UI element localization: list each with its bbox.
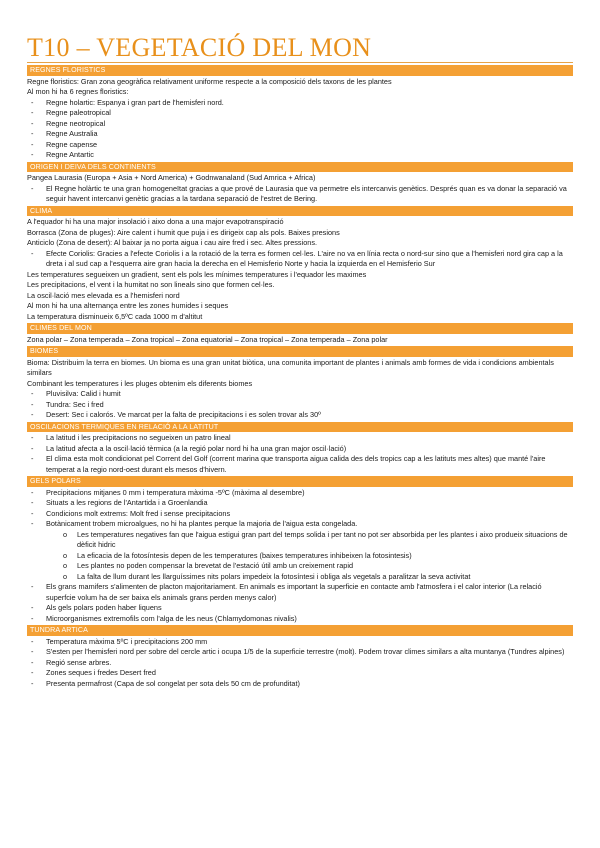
list-item: - Regne paleotropical	[27, 108, 573, 119]
section-heading-tundra: TUNDRA ARTICA	[27, 625, 573, 636]
text-line: Al mon hi ha una alternança entre les zones humides i seques	[27, 301, 229, 310]
title-rule	[27, 62, 573, 63]
list-item: - Els grans mamifers s'alimenten de placton majoritariament. En animals es important la superficie en contacte amb l'atmosfera i el calor interior (La relació superfcie volum ha de ser baixa els animals grans perden menys calor)	[27, 582, 573, 603]
text-line: Anticiclo (Zona de desert): Al baixar ja no porta aigua i cau aire fred i sec. Altes pressions.	[27, 238, 317, 247]
list-item: - Zones seques i fredes Desert fred	[27, 668, 573, 679]
intro-biomes: Combinant les temperatures i les pluges obtenim els diferents biomes	[27, 378, 253, 388]
section-heading-regnes: REGNES FLORISTICS	[27, 65, 573, 76]
list-item: - Regne neotropical	[27, 119, 573, 130]
section-heading-biomes: BIOMES	[27, 346, 573, 357]
definition-biomes: Bioma: Distribuim la terra en biomes. Un bioma es una gran unitat biòtica, una comunita important de plantes i animals amb formes de vida i condicions ambientals similars	[27, 357, 554, 377]
text-line: La oscil·lació mes elevada es a l'hemisferi nord	[27, 290, 180, 300]
list-item: - Desert: Sec i calorós. Ve marcat per la falta de precipitacions i es solen trovar als 30º	[27, 410, 573, 421]
text-line: Borrasca (Zona de pluges): Aire calent i humit que puja i es dirigeix cap als pols. Baixes presions	[27, 227, 340, 237]
page-title: T10 – VEGETACIÓ DEL MON	[27, 33, 372, 62]
list-item: - S'esten per l'hemisferi nord per sobre del cercle artic i ocupa 1/5 de la superficie terrestre (molt). Podem trovar climes similars a alta muntanya (Tundres alpines)	[27, 647, 573, 658]
intro-regnes: Al mon hi ha 6 regnes floristics:	[27, 87, 129, 96]
document-content	[27, 64, 573, 689]
section-heading-gels: GELS POLARS	[27, 476, 573, 487]
list-item: - Botànicament trobem microalgues, no hi ha plantes perque la majoria de l'aigua esta congelada.	[27, 519, 573, 530]
sub-list-item: o La falta de llum durant les llarguíssimes nits polars impedeix la fotosíntesi i obliga als vegetals a paralitzar la seva activitat	[27, 572, 573, 583]
list-item: - La latitud afecta a la oscil·lació tèrmica (a la regió polar nord hi ha una gran major oscil·lació)	[27, 444, 573, 455]
text-line: La temperatura disminueix 6,5ºC cada 1000 m d'altitut	[27, 311, 203, 321]
list-item: - Microorganismes extremofils com l'alga de les neus (Chlamydomonas nivalis)	[27, 614, 573, 625]
list-item: - La latitud i les precipitacions no segueixen un patro lineal	[27, 433, 573, 444]
pangea-line: Pangea Laurasia (Europa + Asia + Nord America) + Godnwanaland (Sud Amrica + Africa)	[27, 173, 316, 182]
section-heading-origen: ORIGEN I DEIVA DELS CONTINENTS	[27, 162, 573, 173]
sub-list-item: o Les plantes no poden compensar la brevetat de l'estació útil amb un creixement rapid	[27, 561, 573, 572]
list-item: - Presenta permafrost (Capa de sol congelat per sota dels 50 cm de profunditat)	[27, 679, 573, 690]
list-item: - El Regne holàrtic te una gran homogeneïtat gracias a que prové de Laurasia que va permetre els intercanvis genètics. Després quan es va donar la separació va seguir havent intercanvi genètic gracias a la tardana separació de l'estret de Bering.	[27, 184, 573, 205]
zones-line: Zona polar – Zona temperada – Zona tropical – Zona equatorial – Zona tropical – Zona temperada – Zona polar	[27, 334, 388, 344]
list-item: - Regne capense	[27, 140, 573, 151]
list-item: - Regió sense arbres.	[27, 658, 573, 669]
list-item: - Regne Australia	[27, 129, 573, 140]
sub-list-item: o La eficacia de la fotosíntesis depen de les temperatures (baixes temperatures inhibeixen la fotosintesis)	[27, 551, 573, 562]
list-item: - Condicions molt extrems: Molt fred i sense precipitacions	[27, 509, 573, 520]
section-heading-clima: CLIMA	[27, 206, 573, 217]
list-item: - Regne Antartic	[27, 150, 573, 161]
list-item: - Pluvisilva: Calid i humit	[27, 389, 573, 400]
text-line: Les temperatures segueixen un gradient, sent els pols les mínimes temperatures i l'equador les maximes	[27, 269, 367, 279]
text-line: A l'equador hi ha una major insolació i aixo dona a una major evapotranspiració	[27, 217, 284, 226]
sub-list-item: o Les temperatures negatives fan que l'aigua estigui gran part del temps solida i per tant no pot ser absorbida per les plantes i aixo produeix situacions de dèficit hidric	[27, 530, 573, 551]
section-heading-oscil: OSCILACIONS TERMIQUES EN RELACIÓ A LA LATITUT	[27, 422, 573, 433]
list-item: - El clima esta molt condicionat pel Corrent del Golf (corrent marina que transporta aigua calida des dels tropics cap a les latituts mes altes) que manté l'aire temperat a la regio nord-oest durant els mesos d'hivern.	[27, 454, 573, 475]
list-item: - Efecte Coriolis: Gracies a l'efecte Coriolis i a la rotació de la terra es formen cel·les. L'aire no va en línia recta o nord-sur sino que a l'hemisferi nord gira cap a la dreta i al sud cap a l'esquerra aire gran hacia la derecha en el Hemisferio Norte y hacia la izquierda en el Hemisferio Sur	[27, 249, 573, 270]
list-item: - Precipitacions mitjanes 0 mm i temperatura màxima -5ºC (màxima al desembre)	[27, 488, 573, 499]
list-item: - Tundra: Sec i fred	[27, 400, 573, 411]
list-item: - Temperatura màxima 5ºC i precipitacions 200 mm	[27, 637, 573, 648]
list-item: - Als gels polars poden haber liquens	[27, 603, 573, 614]
list-item: - Situats a les regions de l'Antartida i a Groenlandia	[27, 498, 573, 509]
text-line: Les precipitacions, el vent i la humitat no son lineals sino que formen cel·les.	[27, 280, 275, 289]
definition-regnes: Regne floristics: Gran zona geogràfica relativament uniforme respecte a la composició dels taxons de les plantes	[27, 76, 392, 86]
list-item: - Regne holartic: Espanya i gran part de l'hemisferi nord.	[27, 98, 573, 109]
section-heading-climes: CLIMES DEL MON	[27, 323, 573, 334]
